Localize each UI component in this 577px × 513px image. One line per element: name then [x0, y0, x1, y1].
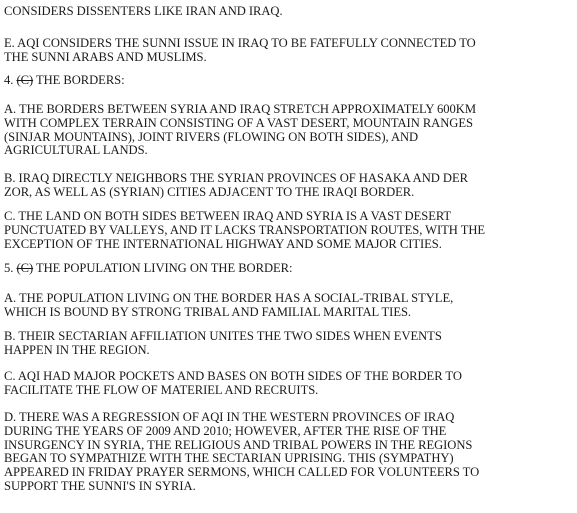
- text-line: CONSIDERS DISSENTERS LIKE IRAN AND IRAQ.: [4, 4, 283, 18]
- section-title: THE BORDERS:: [33, 73, 125, 87]
- text-line: C. AQI HAD MAJOR POCKETS AND BASES ON BOTH SIDES OF THE BORDER TO: [4, 369, 462, 383]
- paragraph-3d-continuation: [4, 5, 570, 19]
- text-line: D. THERE WAS A REGRESSION OF AQI IN THE WESTERN PROVINCES OF IRAQ: [4, 410, 455, 424]
- text-line: WITH COMPLEX TERRAIN CONSISTING OF A VAST DESERT, MOUNTAIN RANGES: [4, 115, 473, 130]
- text-line: EXCEPTION OF THE INTERNATIONAL HIGHWAY AND SOME MAJOR CITIES.: [4, 236, 442, 251]
- text-line: AGRICULTURAL LANDS.: [4, 143, 148, 158]
- section-number: 4.: [4, 73, 17, 87]
- text-line: PUNCTUATED BY VALLEYS, AND IT LACKS TRANSPORTATION ROUTES, WITH THE: [4, 222, 486, 237]
- text-line: SUPPORT THE SUNNI'S IN SYRIA.: [4, 478, 196, 493]
- text-line: ZOR, AS WELL AS (SYRIAN) CITIES ADJACENT TO THE IRAQI BORDER.: [4, 184, 415, 199]
- document-page: [4, 0, 570, 513]
- section-4-heading: [4, 74, 570, 88]
- paragraph-5b: [4, 330, 570, 358]
- text-line: WHICH IS BOUND BY STRONG TRIBAL AND FAMILIAL MARITAL TIES.: [4, 304, 412, 319]
- section-5-heading: [4, 262, 570, 276]
- text-line: A. THE BORDERS BETWEEN SYRIA AND IRAQ STRETCH APPROXIMATELY 600KM: [4, 102, 476, 116]
- text-line: HAPPEN IN THE REGION.: [4, 342, 150, 357]
- classification-marking: (C): [16, 73, 34, 87]
- paragraph-4c: [4, 210, 570, 251]
- text-line: DURING THE YEARS OF 2009 AND 2010; HOWEVER, AFTER THE RISE OF THE: [4, 423, 447, 438]
- text-line: THE SUNNI ARABS AND MUSLIMS.: [4, 49, 207, 64]
- text-line: B. IRAQ DIRECTLY NEIGHBORS THE SYRIAN PROVINCES OF HASAKA AND DER: [4, 171, 468, 185]
- text-line: BEGAN TO SYMPATHIZE WITH THE SECTARIAN UPRISING. THIS (SYMPATHY): [4, 451, 454, 466]
- text-line: A. THE POPULATION LIVING ON THE BORDER HAS A SOCIAL-TRIBAL STYLE,: [4, 291, 454, 305]
- text-line: INSURGENCY IN SYRIA, THE RELIGIOUS AND TRIBAL POWERS IN THE REGIONS: [4, 437, 473, 452]
- text-line: C. THE LAND ON BOTH SIDES BETWEEN IRAQ AND SYRIA IS A VAST DESERT: [4, 209, 452, 223]
- text-line: E. AQI CONSIDERS THE SUNNI ISSUE IN IRAQ TO BE FATEFULLY CONNECTED TO: [4, 36, 476, 50]
- paragraph-4b: [4, 172, 570, 200]
- text-line: FACILITATE THE FLOW OF MATERIEL AND RECRUITS.: [4, 382, 319, 397]
- paragraph-4a: [4, 103, 570, 158]
- paragraph-5a: [4, 292, 570, 320]
- section-number: 5.: [4, 261, 17, 275]
- paragraph-5d: [4, 411, 570, 494]
- text-line: APPEARED IN FRIDAY PRAYER SERMONS, WHICH CALLED FOR VOLUNTEERS TO: [4, 465, 480, 480]
- paragraph-5c: [4, 370, 570, 398]
- text-line: B. THEIR SECTARIAN AFFILIATION UNITES THE TWO SIDES WHEN EVENTS: [4, 329, 442, 343]
- classification-marking: (C): [16, 261, 34, 275]
- text-line: (SINJAR MOUNTAINS), JOINT RIVERS (FLOWING ON BOTH SIDES), AND: [4, 129, 419, 144]
- section-title: THE POPULATION LIVING ON THE BORDER:: [33, 261, 293, 275]
- paragraph-3e: [4, 37, 570, 65]
